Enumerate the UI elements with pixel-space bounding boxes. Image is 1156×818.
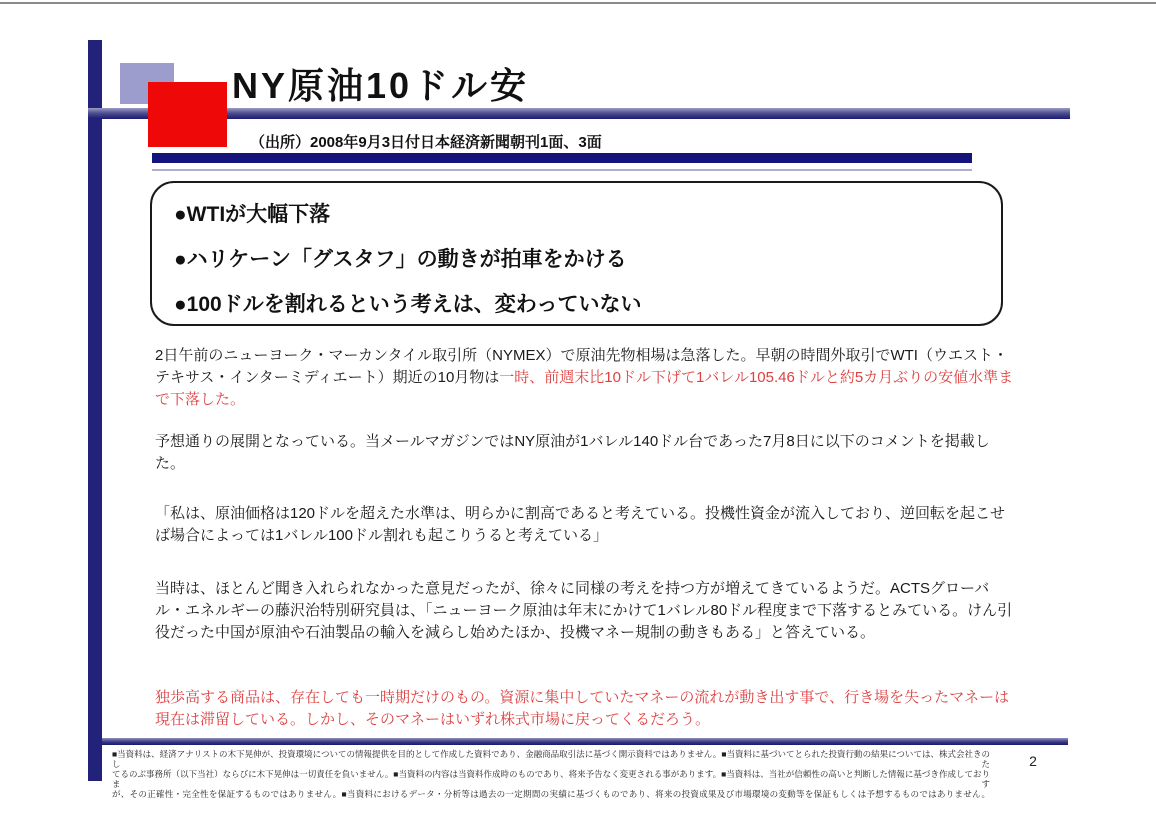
- title-underline-bar: [88, 108, 1070, 119]
- source-citation: （出所）2008年9月3日付日本経済新聞朝刊1面、3面: [250, 134, 602, 151]
- key-points-box: [150, 181, 1003, 326]
- text-segment-red: 一時、前週末比10ドル下げて1バレル105.46ドルと約5カ月ぶりの安値水準まで下落した。: [155, 369, 1014, 408]
- body-paragraph: [155, 345, 1015, 411]
- red-decoration-square: [148, 82, 227, 147]
- footer-divider-bar: [102, 738, 1068, 745]
- page-number: 2: [1029, 753, 1037, 769]
- text-segment-black: 当時は、ほとんど聞き入れられなかった意見だったが、徐々に同様の考えを持つ方が増えてきているようだ。ACTSグローバル・エネルギーの藤沢治特別研究員は、「ニューヨーク原油は年末にかけて1バレル80ドル程度まで下落するとみている。けん引役だった中国が原油や石油製品の輸入を減らし始めたほか、投機マネー規制の動きもある」と答えている。: [155, 580, 1013, 641]
- header-divider-thin-line: [152, 169, 972, 171]
- left-accent-bar: [88, 40, 102, 781]
- disclaimer-line: が、その正確性・完全性を保証するものではありません。■当資料におけるデータ・分析等は過去の一定期間の実績に基づくものであり、将来の投資成果及び市場環境の変動等を保証もしくは予想するものではありません。: [112, 789, 990, 799]
- key-point: ●ハリケーン「グスタフ」の動きが拍車をかける: [174, 248, 627, 271]
- text-segment-black: 予想通りの展開となっている。当メールマガジンではNY原油が1バレル140ドル台であった7月8日に以下のコメントを掲載した。: [155, 433, 990, 472]
- disclaimer-line: ■当資料は、経済アナリストの木下晃伸が、投資環境についての情報提供を目的として作成した資料であり、金融商品取引法に基づく開示資料ではありません。■当資料に基づいてとられた投資行動の結果については、株式会社きのした: [112, 749, 990, 769]
- key-point: ●100ドルを割れるという考えは、変わっていない: [174, 293, 642, 316]
- body-paragraph-conclusion: [155, 687, 1015, 731]
- body-paragraph: [155, 431, 1015, 475]
- top-border-line: [0, 2, 1156, 4]
- body-paragraph: [155, 578, 1015, 644]
- disclaimer-block: [112, 749, 990, 799]
- text-segment-black: 「私は、原油価格は120ドルを超えた水準は、明らかに割高であると考えている。投機性資金が流入しており、逆回転を起こせば場合によっては1バレル100ドル割れも起こりうると考えている」: [155, 505, 1006, 544]
- header-divider-bar: [152, 153, 972, 163]
- text-segment-black: 2日午前のニューヨーク・マーカンタイル取引所（NYMEX）で原油先物相場は急落した。早朝の時間外取引でWTI（ウエスト・テキサス・インターミディエート）期近の10月物は: [155, 347, 1008, 386]
- disclaimer-line: てるのぶ事務所（以下当社）ならびに木下晃伸は一切責任を負いません。■当資料の内容は当資料作成時のものであり、将来予告なく変更される事があります。■当資料は、当社が信頼性の高いと判断した情報に基づき作成しております: [112, 769, 990, 789]
- page-title: NY原油10ドル安: [232, 65, 530, 106]
- body-paragraph-quote: [155, 503, 1015, 547]
- text-segment-red: 独歩高する商品は、存在しても一時期だけのもの。資源に集中していたマネーの流れが動き出す事で、行き場を失ったマネーは現在は滞留している。しかし、そのマネーはいずれ株式市場に戻ってくるだろう。: [155, 689, 1010, 728]
- key-point: ●WTIが大幅下落: [174, 203, 331, 226]
